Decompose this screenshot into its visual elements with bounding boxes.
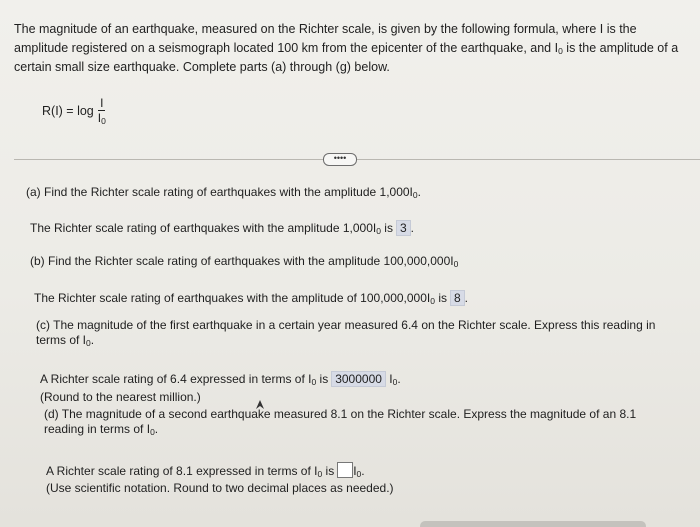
section-divider	[14, 159, 700, 160]
part-c-question	[36, 318, 666, 348]
punct: .	[410, 221, 414, 235]
intro-text-tail: is the amplitude of a certain small size earthquake. Complete parts (a) through (g) below.	[14, 41, 679, 74]
part-d-question	[44, 407, 664, 437]
part-b-question	[30, 254, 458, 268]
subscript: 0	[101, 116, 106, 126]
answer-mid: is	[322, 464, 335, 478]
answer-unit: I	[385, 372, 393, 386]
part-d-answer-text: A Richter scale rating of 8.1 expressed in terms of I	[46, 464, 318, 478]
denominator-letter: I	[97, 111, 102, 125]
formula-numerator: I	[100, 96, 104, 110]
part-c-question-text: (c) The magnitude of the first earthquake in a certain year measured 6.4 on the Richter scale. Express this reading in terms of I	[36, 318, 656, 347]
formula-fraction	[98, 96, 106, 125]
subscript: 0	[317, 469, 323, 479]
part-d-answer-input[interactable]	[337, 462, 353, 478]
part-a-answer	[30, 220, 414, 236]
part-b-question-text: (b) Find the Richter scale rating of earthquakes with the amplitude 100,000,000I	[30, 254, 454, 268]
subscript: 0	[376, 226, 381, 236]
part-d-question-text: (d) The magnitude of a second earthquake measured 8.1 on the Richter scale. Express the magnitude of an 8.1 reading in terms of I	[44, 407, 637, 436]
richter-formula	[42, 96, 106, 125]
part-c-answer-text: A Richter scale rating of 6.4 expressed in terms of I	[40, 372, 312, 386]
subscript: 0	[311, 377, 317, 387]
punct: .	[361, 464, 365, 478]
subscript: 0	[356, 469, 362, 479]
part-c-answer-field[interactable]: 3000000	[331, 371, 386, 387]
problem-statement	[14, 20, 686, 77]
part-b-answer	[34, 290, 468, 306]
intro-text: The magnitude of an earthquake, measured on the Richter scale, is given by the following formula, where I is the amplitude registered on a seismograph located 100 km from the epicenter of the earthquake, and I	[14, 22, 637, 55]
part-c-note: (Round to the nearest million.)	[40, 390, 201, 404]
punct: .	[397, 372, 401, 386]
answer-mid: is	[434, 291, 447, 305]
part-a-answer-text: The Richter scale rating of earthquakes with the amplitude 1,000I	[30, 221, 377, 235]
part-d-answer	[46, 462, 365, 478]
part-a-answer-field[interactable]: 3	[396, 220, 411, 236]
subscript: 0	[392, 377, 398, 387]
punct: .	[154, 422, 159, 436]
formula-denominator	[98, 111, 106, 125]
answer-mid: is	[380, 221, 393, 235]
part-d-note: (Use scientific notation. Round to two decimal places as needed.)	[46, 481, 394, 495]
formula-lhs: R(I) = log	[42, 103, 94, 118]
expand-more-button[interactable]: ••••	[323, 153, 357, 166]
punct: .	[90, 333, 95, 347]
answer-unit: I	[353, 464, 357, 478]
subscript: 0	[453, 259, 459, 269]
subscript: 0	[412, 190, 418, 200]
bottom-action-bar[interactable]	[420, 521, 646, 527]
punct: .	[464, 291, 469, 305]
subscript: 0	[430, 296, 435, 306]
punct: .	[417, 185, 421, 199]
subscript: 0	[558, 46, 563, 56]
answer-mid: is	[316, 372, 329, 386]
part-b-answer-field[interactable]: 8	[450, 290, 465, 306]
part-c-answer	[40, 371, 401, 387]
subscript: 0	[86, 338, 91, 348]
part-a-question-text: (a) Find the Richter scale rating of earthquakes with the amplitude 1,000I	[26, 185, 413, 199]
part-b-answer-text: The Richter scale rating of earthquakes with the amplitude of 100,000,000I	[34, 291, 431, 305]
part-a-question	[26, 185, 421, 199]
subscript: 0	[150, 427, 155, 437]
